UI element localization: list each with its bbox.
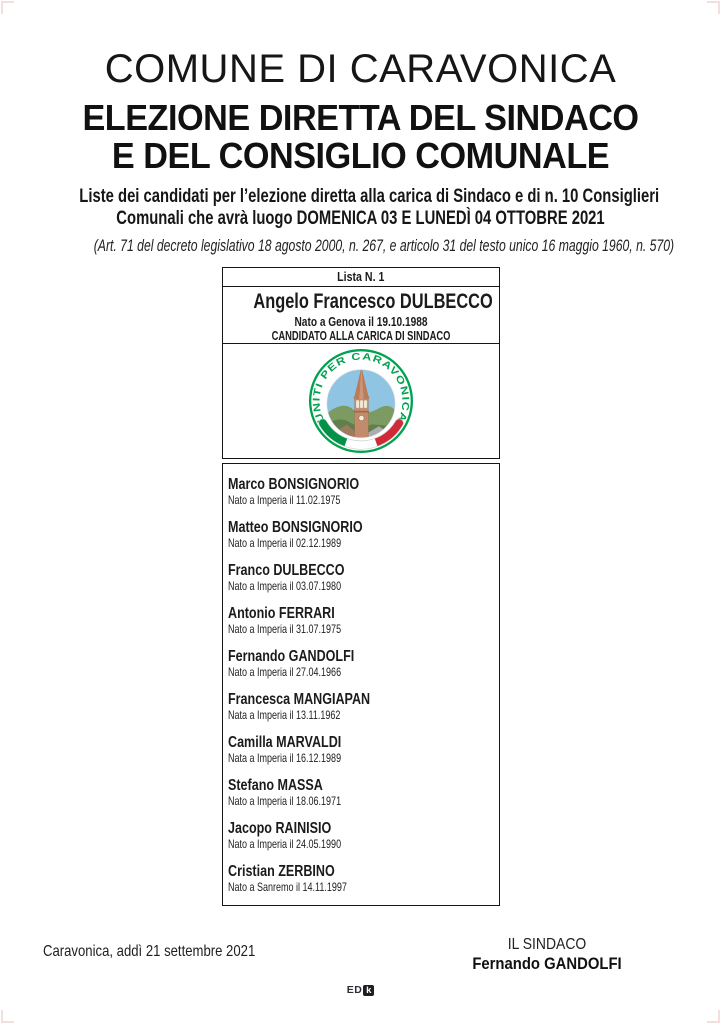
candidate-list-card: [222, 267, 500, 906]
council-candidate-row: [228, 777, 495, 820]
publisher-logo: [0, 984, 721, 996]
publisher-logo-text: ED: [346, 984, 363, 996]
election-intro-line1: Liste dei candidati per l’elezione diretta alla carica di Sindaco e di n. 10 Consiglieri: [79, 186, 660, 207]
council-candidate-row: [228, 605, 495, 648]
candidate-birth: Nata a Imperia il 13.11.1962: [228, 708, 341, 722]
candidate-birth: Nato a Imperia il 03.07.1980: [228, 579, 342, 593]
list-number-label: Lista N. 1: [337, 270, 385, 284]
candidate-birth: Nato a Imperia il 11.02.1975: [228, 493, 341, 507]
mayor-candidate-box: [222, 286, 500, 344]
candidate-name: Antonio FERRARI: [228, 605, 335, 622]
candidate-name: Fernando GANDOLFI: [228, 648, 355, 665]
law-reference: (Art. 71 del decreto legislativo 18 agosto 2000, n. 267, e articolo 31 del testo unico 16 maggio 1960, n. 570): [93, 237, 675, 255]
candidate-birth: Nato a Imperia il 24.05.1990: [228, 837, 342, 851]
mayor-candidate-birth: Nato a Genova il 19.10.1988: [294, 314, 428, 329]
mayor-candidate-role: CANDIDATO ALLA CARICA DI SINDACO: [271, 329, 451, 343]
election-title-line1: ELEZIONE DIRETTA DEL SINDACO: [82, 97, 639, 138]
crop-mark-bottom-right: [707, 1010, 720, 1023]
candidate-name: Camilla MARVALDI: [228, 734, 342, 751]
council-candidate-row: [228, 820, 495, 863]
signature-block: [427, 936, 667, 974]
council-candidates-box: [222, 463, 500, 906]
signature-role: IL SINDACO: [507, 936, 587, 953]
candidate-name: Cristian ZERBINO: [228, 863, 335, 880]
candidate-name: Franco DULBECCO: [228, 562, 345, 579]
signature-name: Fernando GANDOLFI: [472, 955, 622, 973]
candidate-name: Stefano MASSA: [228, 777, 323, 794]
candidate-name: Jacopo RAINISIO: [228, 820, 332, 837]
candidate-birth: Nato a Imperia il 27.04.1966: [228, 665, 342, 679]
party-name-arc-text: UNITI PER CARAVONICA: [311, 351, 411, 424]
election-intro-line2-prefix: Comunali che avrà luogo: [116, 208, 297, 229]
council-candidate-row: [228, 691, 495, 734]
election-intro-line2: [79, 208, 641, 230]
election-intro: [0, 186, 721, 230]
crop-mark-bottom-left: [1, 1010, 14, 1023]
poster-header: [0, 0, 721, 256]
council-candidate-row: [228, 734, 495, 777]
party-logo-icon: [307, 347, 415, 455]
election-dates: DOMENICA 03 E LUNEDÌ 04 OTTOBRE 2021: [296, 208, 605, 229]
candidate-name: Francesca MANGIAPAN: [228, 691, 371, 708]
place-date: Caravonica, addì 21 settembre 2021: [43, 943, 256, 960]
publisher-logo-k-icon: k: [363, 985, 374, 996]
municipality-title: COMUNE DI CARAVONICA: [104, 47, 617, 91]
candidate-birth: Nato a Imperia il 31.07.1975: [228, 622, 342, 636]
candidate-birth: Nato a Imperia il 18.06.1971: [228, 794, 342, 808]
election-title: [0, 99, 721, 175]
party-logo-box: [222, 343, 500, 459]
council-candidate-row: [228, 562, 495, 605]
council-candidate-row: [228, 648, 495, 691]
council-candidate-row: [228, 863, 495, 906]
council-candidate-row: [228, 476, 495, 519]
mayor-candidate-name: Angelo Francesco DULBECCO: [253, 290, 493, 313]
candidate-name: Marco BONSIGNORIO: [228, 476, 360, 493]
candidate-birth: Nata a Imperia il 16.12.1989: [228, 751, 342, 765]
list-number-box: [222, 267, 500, 287]
candidate-name: Matteo BONSIGNORIO: [228, 519, 363, 536]
election-title-line2: E DEL CONSIGLIO COMUNALE: [111, 135, 610, 176]
candidate-birth: Nato a Sanremo il 14.11.1997: [228, 880, 347, 894]
candidate-birth: Nato a Imperia il 02.12.1989: [228, 536, 342, 550]
council-candidate-row: [228, 519, 495, 562]
